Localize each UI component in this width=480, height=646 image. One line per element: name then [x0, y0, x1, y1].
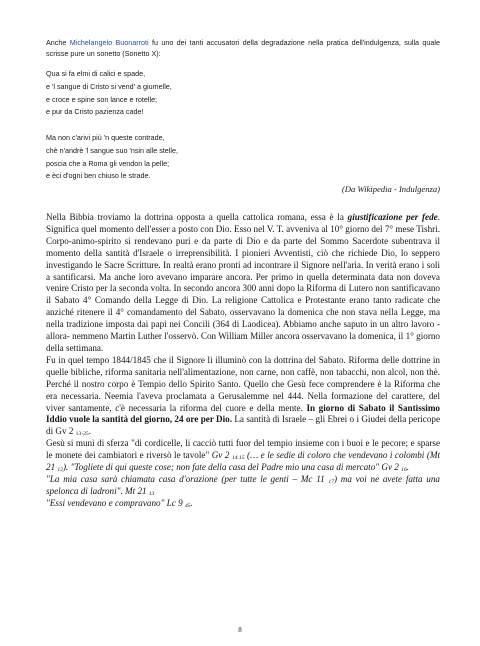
paragraph-vendevano: [46, 498, 440, 510]
name-first: Michelangelo: [69, 38, 113, 47]
verse-book: Gv 2: [211, 450, 232, 461]
text-run-italic: .: [406, 462, 410, 473]
paragraph-tempio: [46, 438, 440, 474]
verse-ref: 17: [328, 478, 334, 485]
name-last: Buonarroti: [115, 38, 149, 47]
source-citation: (Da Wikipedia - Indulgenza): [341, 184, 440, 194]
paragraph-sabato: [46, 355, 440, 438]
text-run: Fu in quel tempo 1844/1845 che il Signore li illuminò con la dottrina del Sabato. Riforma delle dottrine in quelle bibliche, riforma sanitaria nell'alimentazione, non carne, non caffè, non tabacchi, non alcol, non thè. Perché il nostro corpo è Tempio dello Spirito Santo. Quello che Gesù fece comprendere è la Riforma che era necessaria. Neemia l'aveva proclamata a Gerusalemme nel 444. Nella formazione del carattere, del viver santamente, c'è necessaria la riforma del cuore e della mente.: [46, 354, 440, 413]
verse-ref: 13: [148, 490, 155, 497]
emphasis-giustificazione: giustificazione per fede: [347, 212, 438, 222]
verse-book: Gv 2: [381, 462, 402, 473]
text-run: La santità di Israele – gli Ebrei o i Giudei della pericope di Gv 2: [46, 414, 441, 437]
verse-ref: 16: [401, 467, 407, 474]
paragraph-orazione: [46, 474, 440, 498]
text-run-italic: ). "Togliete di qui queste cose; non fate della casa del Padre mio una casa di mercato": [63, 462, 382, 473]
poem-line: e 'l sangue di Cristo si vend' a giumelle,: [46, 81, 172, 91]
page-number: 8: [238, 626, 242, 634]
text-run: .: [88, 426, 91, 437]
poem-line: Ma non c'arivi più 'n queste contrade,: [46, 133, 165, 142]
verse-ref: 13-25: [75, 431, 89, 438]
paragraph-justification: [46, 212, 440, 355]
sonnet-stanza-1: [46, 68, 346, 119]
poem-line: poscia che a Roma gli vendon la pelle;: [46, 158, 170, 168]
poem-line: Qua si fa elmi di calici e spade,: [46, 69, 146, 78]
text-run: .: [190, 497, 193, 508]
text-run: Nella Bibbia troviamo la dottrina opposta a quella cattolica romana, essa è la: [46, 212, 348, 222]
text-run: Gesù si munì di sferza "di cordicelle, li cacciò tutti fuor del tempio insieme con i buoi e le pecore; e sparse le monete dei cambiatori e riversò le tavole": [46, 438, 440, 461]
text-run-italic: (… e le sedie di coloro che vendevano i colombi (Mt 21: [46, 450, 441, 473]
bold-sabato-statement: In giorno di Sabato il Santissimo Iddio vuole la santità del giorno, 24 ore per Dio.: [46, 402, 440, 425]
text-run: "La mia casa sarà chiamata casa d'orazione (per tutte le genti – Mc 11: [46, 473, 329, 484]
michelangelo-link[interactable]: [70, 38, 149, 47]
body-text: [46, 212, 440, 510]
verse-ref: 45: [184, 502, 191, 509]
intro-paragraph: [46, 37, 440, 59]
text-run: ) ma voi ne avete fatta una spelonca di ladroni". Mt 21: [46, 473, 440, 496]
intro-prefix: Anche: [46, 38, 70, 47]
verse-ref: 12: [57, 467, 63, 474]
poem-line: e croce e spine son lance e rotelle;: [46, 94, 158, 104]
verse-ref: 14.15: [231, 455, 245, 462]
text-run: "Essi vendevano e compravano" Lc 9: [46, 497, 185, 508]
intro-rest: fu uno dei tanti accusatori della degradazione nella pratica dell'indulgenza, sulla quale scrisse pure un sonetto (Sonetto X):: [46, 38, 440, 58]
poem-line: chè n'andrè 'l sangue suo 'nsin alle stelle,: [46, 145, 178, 155]
poem-line: e pur da Cristo pazienza cade!: [46, 107, 144, 117]
text-run: . Significa quel momento dell'esser a posto con Dio. Esso nel V. T. avveniva al 10° giorno del 7° mese Tishri. Corpo-animo-spirito si rendevano puri e da parte di Dio e da parte del Sommo Sacerdote subentrava il momento della santità d'Israele o irreprensibilità. I pionieri Avventisti, ciò che richiede Dio, lo seppero investigando le Sacre Scritture. In realtà erano pronti ad incontrare il Signore nell'aria. In verità erano i soli a santificarsi. Ma anche loro avevano imparare ancora. Per primo in quella determinata data non doveva venire Cristo per la seconda volta. In secondo ancora 300 anni dopo la Riforma di Lutero non santificavano il Sabato 4° Comando della Legge di Dio. La religione Cattolica e Protestante erano tanto radicate che anziché ritenere il 4° comandamento del Sabato, osservavano la domenica che non stava nella Legge, ma nella tradizione imposta dai papi nei Concili (364 di Laodicea). Abbiamo anche saputo in un altro lavoro -allora- nemmeno Martin Luther l'osservò. Con William Miller ancora osservavano la domenica, il 1° giorno della settimana.: [46, 212, 441, 353]
poem-line: e èci d'ogni ben chiuso le strade.: [46, 171, 151, 181]
sonnet-stanza-2: [46, 132, 346, 183]
